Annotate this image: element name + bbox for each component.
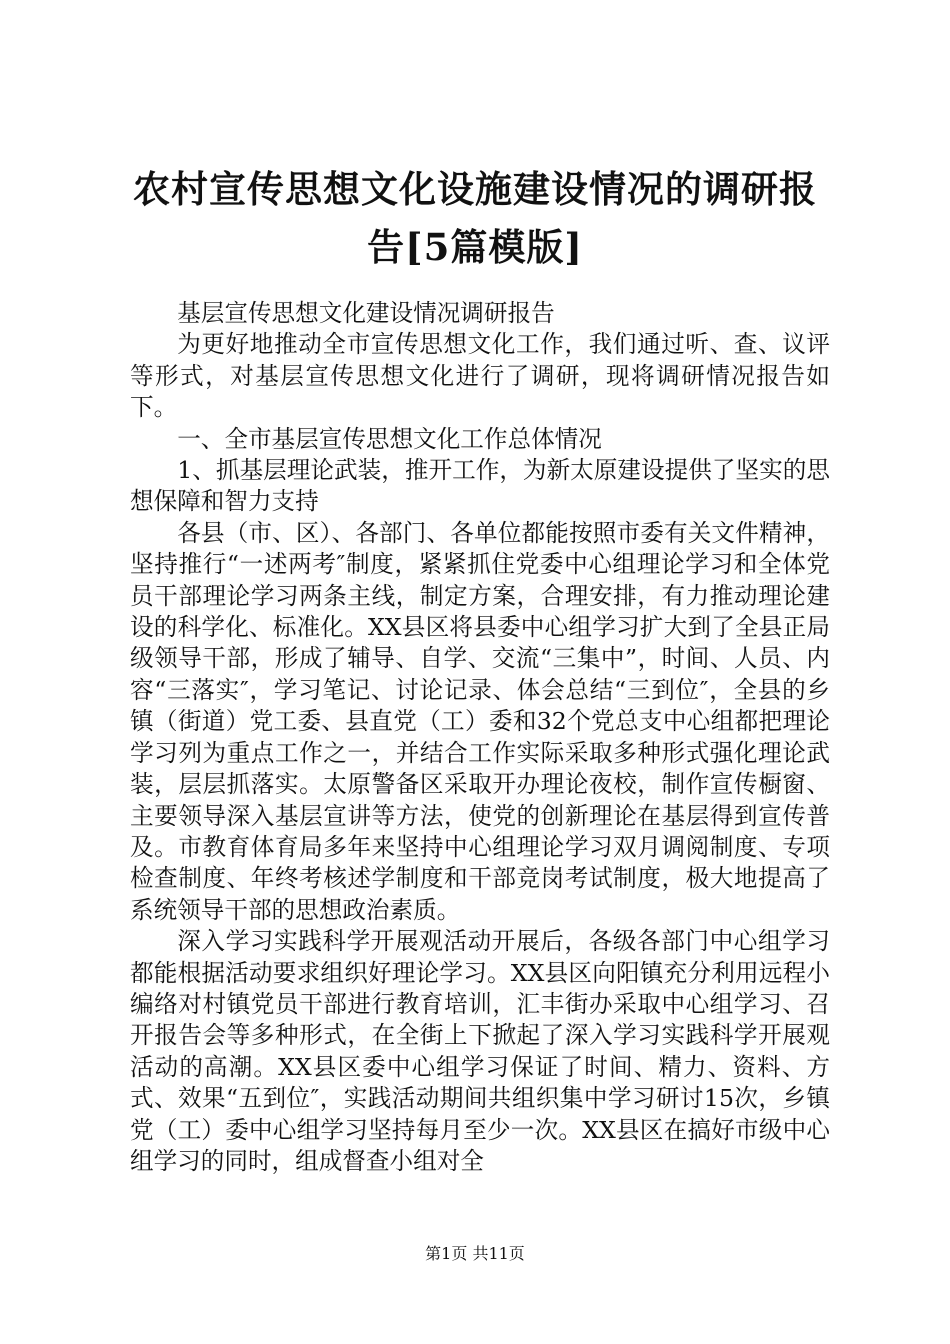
intro-paragraph: 为更好地推动全市宣传思想文化工作，我们通过听、查、议评等形式，对基层宣传思想文化进行了调研，现将调研情况报告如下。	[130, 330, 830, 422]
document-title: 农村宣传思想文化设施建设情况的调研报告[5篇模版]	[133, 167, 817, 269]
subtitle-paragraph: 基层宣传思想文化建设情况调研报告	[177, 299, 555, 327]
body-paragraph: 深入学习实践科学开展观活动开展后，各级各部门中心组学习都能根据活动要求组织好理论学习。XX县区向阳镇充分利用远程小编络对村镇党员干部进行教育培训，汇丰街办采取中心组学习、召开报告会等多种形式，在全街上下掀起了深入学习实践科学开展观活动的高潮。XX县区委中心组学习保证了时间、精力、资料、方式、效果“五到位″，实践活动期间共组织集中学习研讨15次，乡镇党（工）委中心组学习坚持每月至少一次。XX县区在搞好市级中心组学习的同时，组成督查小组对全	[130, 927, 830, 1175]
document-body	[130, 298, 830, 1177]
body-paragraph: 各县（市、区）、各部门、各单位都能按照市委有关文件精神，坚持推行“一述两考″制度，紧紧抓住党委中心组理论学习和全体党员干部理论学习两条主线，制定方案，合理安排，有力推动理论建设的科学化、标准化。XX县区将县委中心组学习扩大到了全县正局级领导干部，形成了辅导、自学、交流“三集中”，时间、人员、内容“三落实″，学习笔记、讨论记录、体会总结“三到位″，全县的乡镇（街道）党工委、县直党（工）委和32个党总支中心组都把理论学习列为重点工作之一，并结合工作实际采取多种形式强化理论武装，层层抓落实。太原警备区采取开办理论夜校，制作宣传橱窗、主要领导深入基层宣讲等方法，使党的创新理论在基层得到宣传普及。市教育体育局多年来坚持中心组理论学习双月调阅制度、专项检查制度、年终考核述学制度和干部竞岗考试制度，极大地提高了系统领导干部的思想政治素质。	[130, 518, 830, 924]
section-heading: 一、全市基层宣传思想文化工作总体情况	[177, 424, 602, 453]
subsection-heading: 1、抓基层理论武装，推开工作，为新太原建设提供了坚实的思想保障和智力支持	[130, 456, 830, 516]
page-number-footer: 第1页 共11页	[425, 1244, 525, 1263]
